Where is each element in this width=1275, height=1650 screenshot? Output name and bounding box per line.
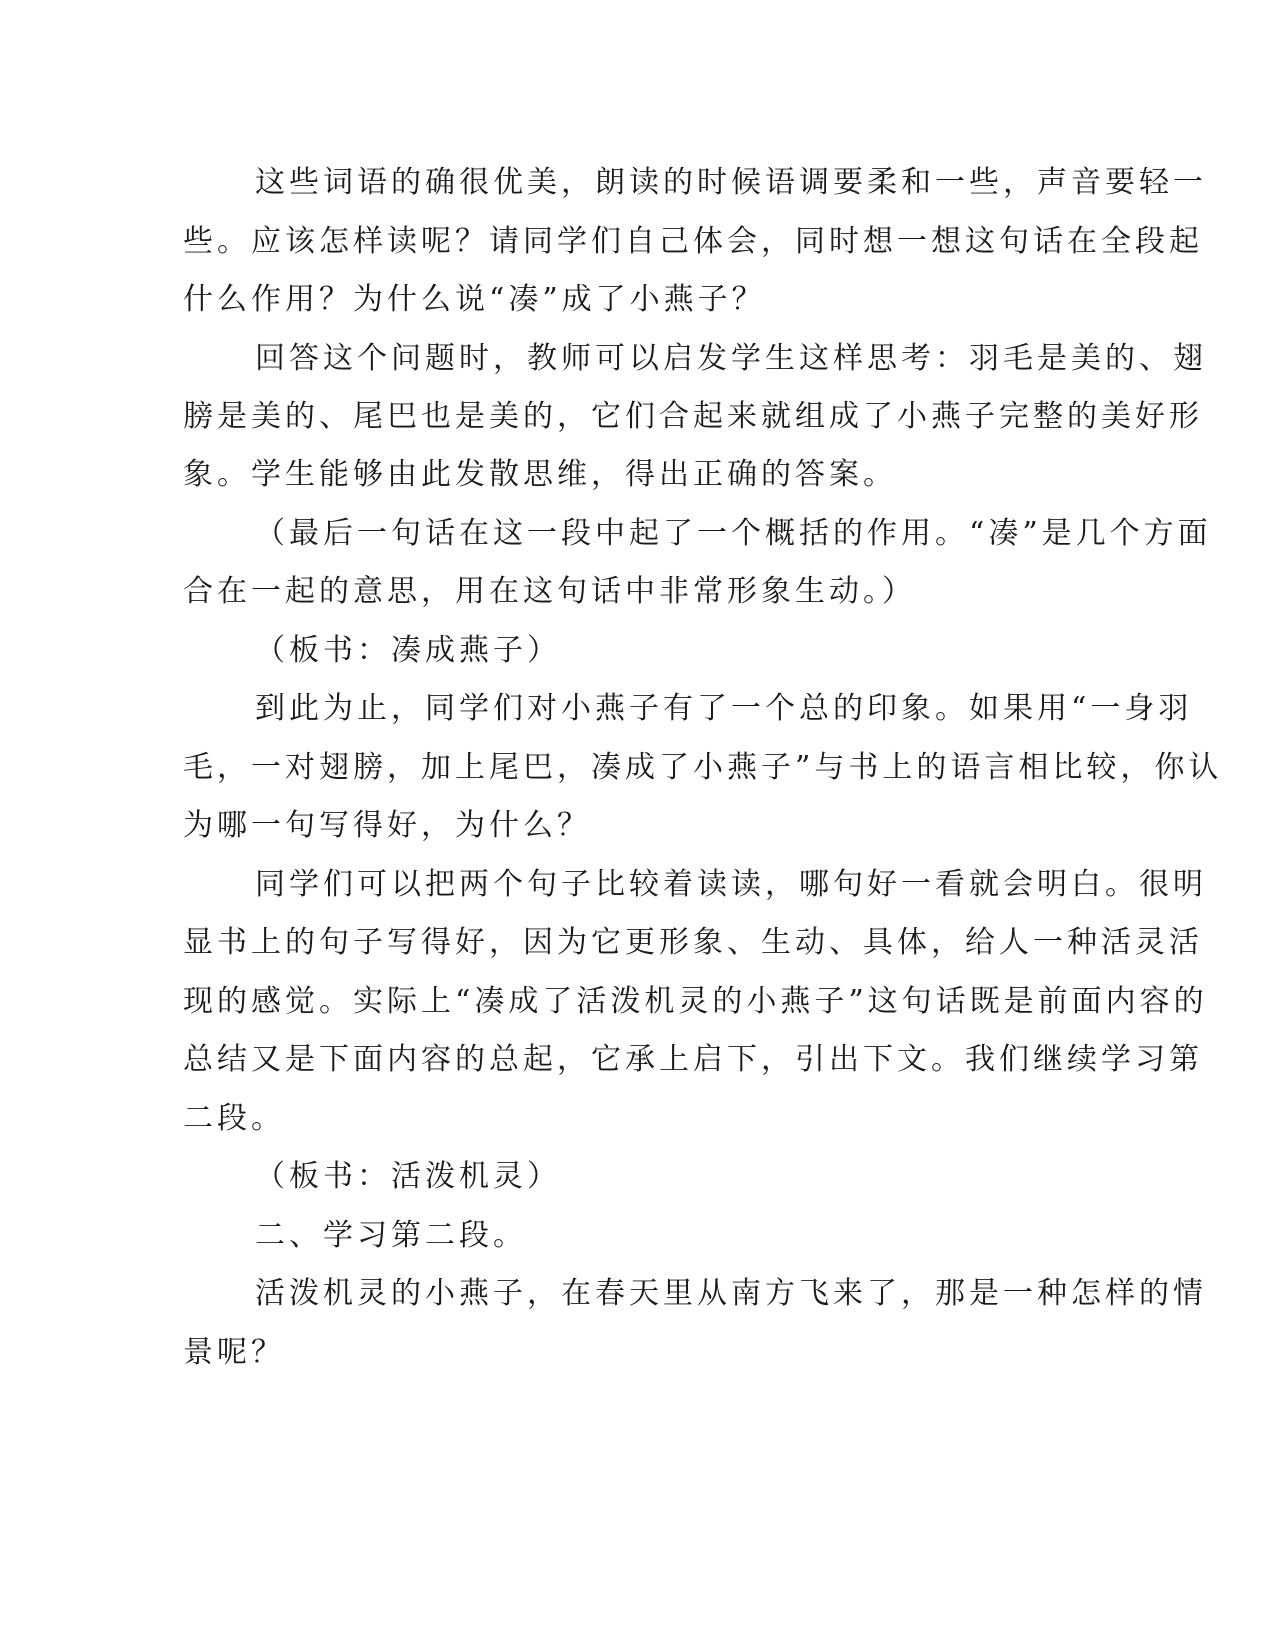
paragraph-line: 活泼机灵的小燕子，在春天里从南方飞来了，那是一种怎样的情 — [255, 1276, 1207, 1311]
paragraph-line: （最后一句话在这一段中起了一个概括的作用。“凑”是几个方面 — [255, 516, 1212, 551]
section-heading: 二、学习第二段。 — [255, 1218, 527, 1253]
paragraph-line: 象。学生能够由此发散思维，得出正确的答案。 — [183, 457, 897, 492]
paragraph-line: 些。应该怎样读呢？请同学们自己体会，同时想一想这句话在全段起 — [183, 224, 1203, 259]
paragraph-line: 这些词语的确很优美，朗读的时候语调要柔和一些，声音要轻一 — [255, 165, 1207, 200]
paragraph-line: 为哪一句写得好，为什么？ — [183, 808, 591, 843]
paragraph-line: 二段。 — [183, 1101, 285, 1136]
paragraph-line: 膀是美的、尾巴也是美的，它们合起来就组成了小燕子完整的美好形 — [183, 399, 1203, 434]
paragraph-line: 到此为止，同学们对小燕子有了一个总的印象。如果用“一身羽 — [255, 691, 1193, 726]
paragraph-line: 现的感觉。实际上“凑成了活泼机灵的小燕子”这句话既是前面内容的 — [183, 984, 1208, 1019]
paragraph-line: 毛，一对翅膀，加上尾巴，凑成了小燕子”与书上的语言相比较，你认 — [183, 750, 1223, 785]
paragraph-line: 显书上的句子写得好，因为它更形象、生动、具体，给人一种活灵活 — [183, 925, 1203, 960]
paragraph-line: 景呢？ — [183, 1335, 285, 1370]
paragraph-line: 合在一起的意思，用在这句话中非常形象生动。） — [183, 574, 916, 609]
paragraph-line: 总结又是下面内容的总起，它承上启下，引出下文。我们继续学习第 — [183, 1042, 1203, 1077]
paragraph-line: 回答这个问题时，教师可以启发学生这样思考：羽毛是美的、翅 — [255, 341, 1207, 376]
board-note: （板书：活泼机灵） — [255, 1159, 561, 1194]
paragraph-line: 同学们可以把两个句子比较着读读，哪句好一看就会明白。很明 — [255, 867, 1207, 902]
paragraph-line: 什么作用？为什么说“凑”成了小燕子？ — [183, 282, 766, 317]
board-note: （板书：凑成燕子） — [255, 633, 561, 668]
